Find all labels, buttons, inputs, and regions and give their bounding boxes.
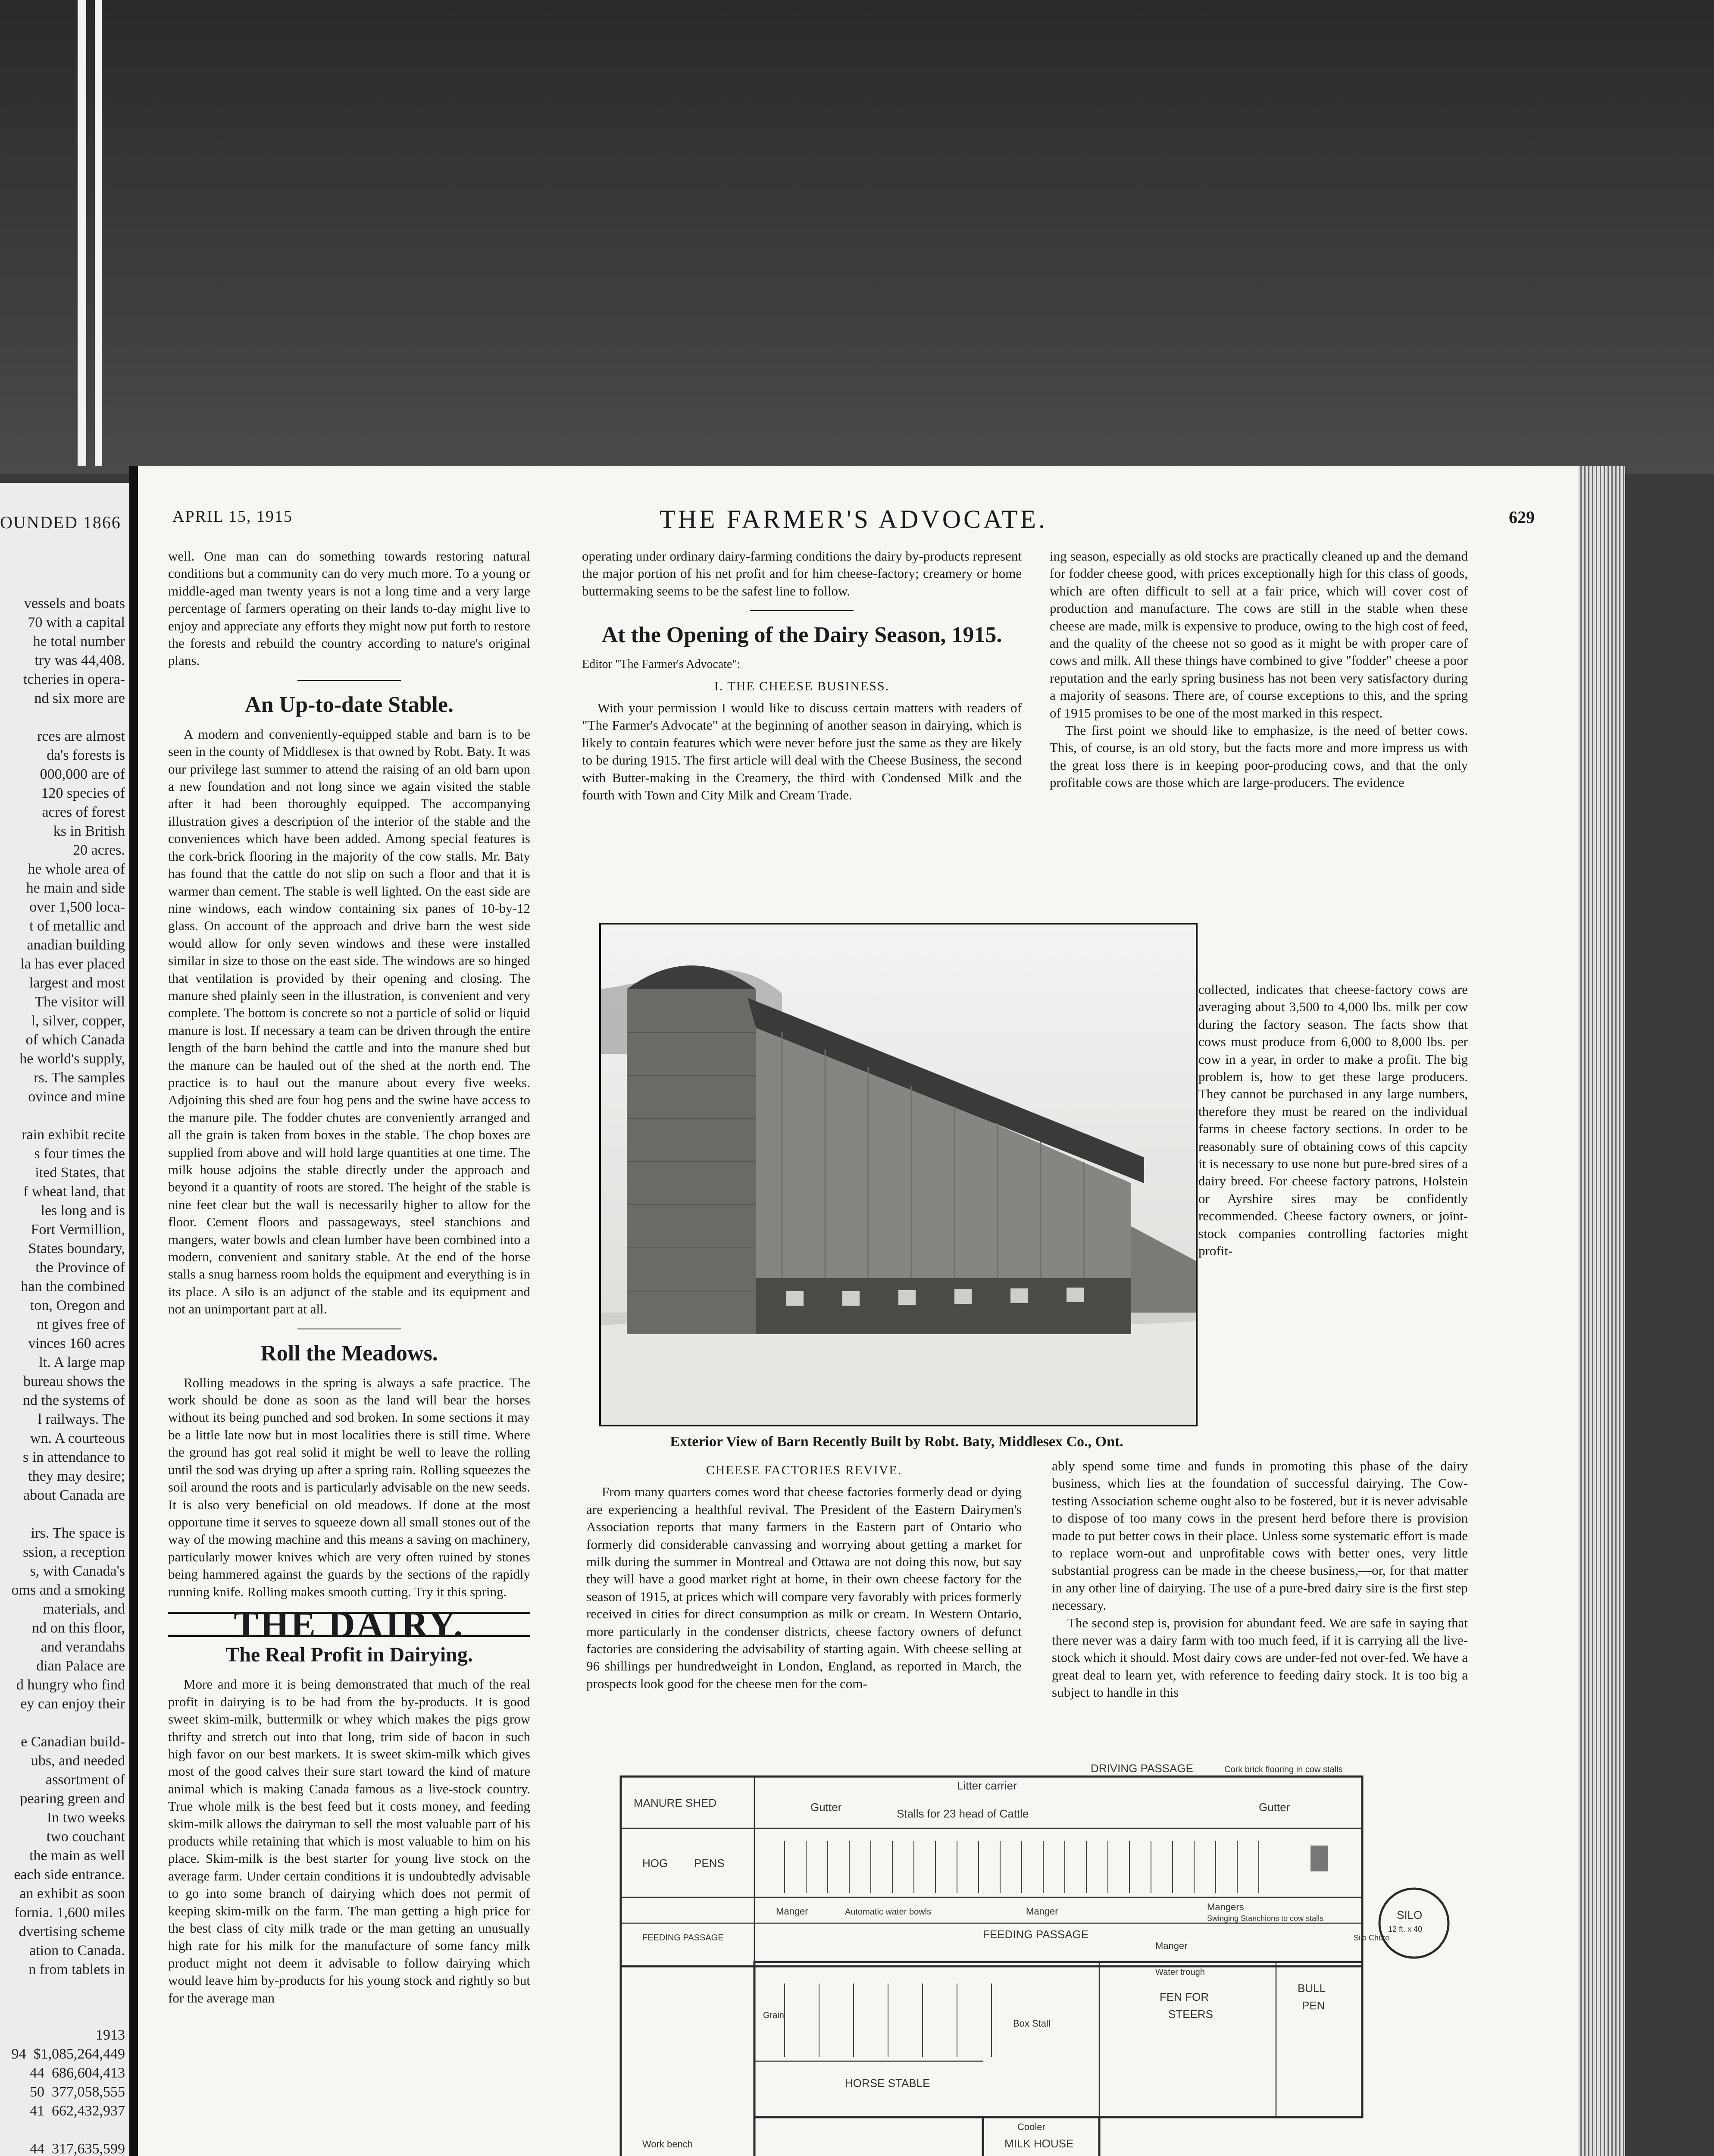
- column-3: [1050, 548, 1468, 792]
- text-line: nd on this floor,: [32, 1620, 125, 1636]
- plan-label-automatic-water: Automatic water bowls: [845, 1907, 932, 1917]
- plan-label-feeding-passage: FEEDING PASSAGE: [983, 1928, 1089, 1941]
- text-line: the Province of: [35, 1260, 125, 1275]
- plan-label-fen: FEN FOR: [1160, 1990, 1209, 2003]
- column-1: [168, 548, 530, 2007]
- text-line: ton, Oregon and: [30, 1297, 125, 1313]
- cheese-factories-text: From many quarters comes word that cheese factories formerly dead or dying are experiencing a healthful revival. The President of the Eastern Dairymen's Association reports that many farmers in the Eastern part of Ontario who formerly did considerable canvassing and worrying about getting a market for milk during the summer in Montreal and Ottawa are not doing this now, but say they will have a good market right at home, in their own cheese factory for the season of 1915, at prices which will compare very favorably with prices formerly received in cities for direct consumption as milk or cream. In Western Ontario, more particularly in the condenser districts, cheese factory owners of defunct factories are considering the advisability of starting again. With cheese selling at 96 shillings per hundredweight in London, England, as reported in March, the prospects look good for the cheese men for the com-: [586, 1484, 1022, 1691]
- plan-label-water-trough: Water trough: [1155, 1968, 1205, 1977]
- text-line: try was 44,408.: [34, 652, 125, 668]
- text-line: over 1,500 loca-: [29, 899, 125, 915]
- stable-floor-plan: [604, 1759, 1561, 2156]
- column-3-continued: [1198, 981, 1468, 1260]
- text-line: dvertising scheme: [19, 1924, 125, 1940]
- text-line: States boundary,: [28, 1241, 125, 1257]
- text-line: assortment of: [45, 1772, 125, 1788]
- text-line: s four times the: [34, 1146, 125, 1162]
- profit-article-text: More and more it is being demonstrated that much of the real profit in dairying is to be had from the by-products. It is good sweet skim-milk, buttermilk or whey which makes the pigs grow thrifty and stretch out into that long, trim side of bacon in such high favor on our best markets. It is sweet skim-milk which gives most of the good calves their sure start toward the kind of mature animal which is making Canada famous as a live-stock country. True whole milk is the best feed but it costs money, and feeding skim-milk allows the dairyman to sell the most valuable part of his products while retaining that which is most valuable to him on his place. Skim-milk is the best starter for young live stock on the average farm. Under certain conditions it is undoubtedly advisable to go into some branch of dairying which does not permit of keeping skim-milk on the farm. The man getting a high price for the best class of city milk trade or the man getting an unusually high rate for his milk for the manufacture of some fancy milk product might not deem it advisable to follow dairying which would leave him by-products for his young stock and rightly so but for the average man: [168, 1677, 530, 2006]
- barn-image: [601, 924, 1196, 1425]
- article-continuation: operating under ordinary dairy-farming conditions the dairy by-products represent the major portion of his net profit and for him cheese-factory; creamery or home buttermaking seems to be the safest line to follow.: [582, 548, 1022, 599]
- stable-article-text: A modern and conveniently-equipped stable and barn is to be seen in the county of Middlesex is that owned by Robt. Baty. It was our privilege last summer to attend the raising of an old barn upon a new foundation and not long since we again visited the stable after it had been thoroughly equipped. The accompanying illustration gives a description of the interior of the stable and the conveniences which have been added. Among special features is the cork-brick flooring in the majority of the cow stalls. Mr. Baty has found that the cattle do not slip on such a floor and that it is warmer than cement. The stable is well lighted. On the east side are nine windows, each window containing six panes of 10-by-12 glass. On account of the approach and drive barn the west side would allow for only seven windows and these were installed similar in size to those on the east side. The windows are so hinged that ventilation is provided by their opening and closing. The manure shed plainly seen in the illustration, is convenient and very complete. The bottom is concrete so not a particle of solid or liquid manure is lost. If necessary a team can be driven through the entire length of the barn behind the cattle and into the manure shed but the manure can be hauled out of the shed at the north end. The practice is to haul out the manure about every five weeks. Adjoining this shed are four hog pens and the swine have access to the manure pile. The fodder chutes are conveniently arranged and all the grain is taken from boxes in the stable. The chop boxes are supplied from above and will hold large quantities at one time. The milk house adjoins the stable directly under the approach and beyond it a quantity of roots are stored. The height of the stable is nine feet clear but the wall is necessarily higher to allow for the floor. Cement floors and passageways, steel stanchions and mangers, water bowls and clean lumber have been combined into a modern, convenient and sanitary stable. At the end of the horse stalls a snug harness room holds the equipment and everything is in its place. A silo is an adjunct of the stable and its equipment and not an unimportant part at all.: [168, 726, 530, 1317]
- text-line: vessels and boats: [24, 595, 125, 611]
- plan-label-bull-pen: PEN: [1302, 1999, 1325, 2012]
- text-line: each side entrance.: [14, 1867, 125, 1883]
- editor-line: Editor "The Farmer's Advocate":: [582, 658, 741, 671]
- text-line: n from tablets in: [28, 1962, 125, 1977]
- text-line: [0, 708, 125, 727]
- plan-label-steers: STEERS: [1168, 2008, 1214, 2021]
- plan-label-cork-brick: Cork brick flooring in cow stalls: [1224, 1765, 1343, 1774]
- text-line: 44 686,604,413: [30, 2065, 125, 2081]
- plan-label-pens: PENS: [694, 1857, 725, 1870]
- plan-label-bull: BULL: [1298, 1982, 1326, 1995]
- cheese-business-head: I. THE CHEESE BUSINESS.: [714, 679, 890, 693]
- text-line: [0, 1505, 125, 1524]
- text-line: 44 317,635,599: [30, 2141, 125, 2156]
- text-line: Fort Vermillion,: [31, 1222, 125, 1238]
- text-line: 70 with a capital: [28, 614, 125, 630]
- text-line: 50 377,058,555: [30, 2084, 125, 2100]
- text-line: s in attendance to: [23, 1449, 125, 1465]
- text-line: 20 acres.: [73, 842, 125, 858]
- text-line: lt. A large map: [39, 1354, 125, 1370]
- plan-label-hog: HOG: [642, 1857, 668, 1870]
- photo-caption: Exterior View of Barn Recently Built by Robt. Baty, Middlesex Co., Ont.: [670, 1434, 1123, 1450]
- page-number: 629: [1509, 508, 1535, 527]
- text-line: t of metallic and: [29, 918, 125, 934]
- plan-label-cooler: Cooler: [1017, 2122, 1045, 2132]
- text-line: pearing green and: [20, 1791, 125, 1807]
- previous-page-header: OUNDED 1866: [0, 513, 121, 532]
- plan-label-mangers: Mangers: [1207, 1902, 1244, 1912]
- plan-label-box-stall: Box Stall: [1013, 2018, 1051, 2029]
- text-line: s, with Canada's: [30, 1563, 125, 1579]
- profit-article-title: The Real Profit in Dairying.: [225, 1643, 473, 1667]
- plan-label-litter-carrier: Litter carrier: [957, 1779, 1017, 1792]
- text-line: 41 662,432,937: [30, 2103, 125, 2119]
- dairy-promotion-text: ably spend some time and funds in promoting this phase of the dairy business, which lies at the foundation of successful dairying. The Cow-testing Association scheme ought also to be fostered, but it is never advisable to dispose of too many cows in the present herd before there is provision made to put better cows in their place. Unless some systematic effort is made to replace worn-out and unprofitable cows with better ones, very little substantial progress can be made in the cheese business,—or, for that matter in any other line of dairying. The use of a pure-bred dairy sire is the first step necessary.: [1052, 1458, 1468, 1613]
- dairy-season-title: At the Opening of the Dairy Season, 1915.: [601, 623, 1002, 648]
- text-line: 000,000 are of: [40, 766, 125, 782]
- meadows-article-title: Roll the Meadows.: [260, 1341, 438, 1366]
- newspaper-page: [138, 466, 1578, 2156]
- text-line: rces are almost: [37, 728, 125, 744]
- text-line: nd six more are: [34, 690, 125, 706]
- previous-page-table: [0, 2026, 125, 2156]
- text-line: fornia. 1,600 miles: [14, 1905, 125, 1921]
- text-line: about Canada are: [23, 1487, 125, 1503]
- text-line: he whole area of: [28, 861, 125, 877]
- text-line: dian Palace are: [36, 1658, 125, 1674]
- plan-label-manger: Manger: [1155, 1940, 1188, 1951]
- text-line: largest and most: [29, 975, 125, 991]
- text-line: irs. The space is: [31, 1525, 125, 1541]
- text-line: han the combined: [21, 1279, 125, 1294]
- column-2: [582, 548, 1022, 804]
- text-line: oms and a smoking: [11, 1582, 125, 1598]
- text-line: la has ever placed: [20, 956, 125, 972]
- text-line: ubs, and needed: [31, 1753, 125, 1769]
- text-line: tcheries in opera-: [23, 671, 125, 687]
- barn-photograph: [599, 923, 1198, 1426]
- cheese-factories-head: CHEESE FACTORIES REVIVE.: [706, 1463, 902, 1477]
- plan-label-feeding-passage-left: FEEDING PASSAGE: [642, 1933, 724, 1943]
- scan-artifact-bar: [95, 0, 102, 466]
- previous-page-lines: [0, 594, 125, 1979]
- text-line: wn. A courteous: [30, 1430, 125, 1446]
- plan-label-manger: Manger: [1026, 1906, 1058, 1917]
- publication-title: THE FARMER'S ADVOCATE.: [659, 505, 1048, 533]
- previous-page-fragment: [0, 483, 129, 2156]
- previous-page-text: [0, 556, 125, 2156]
- plan-label-work-bench: Work bench: [642, 2139, 693, 2150]
- plan-label-grain: Grain: [763, 2011, 784, 2020]
- text-line: [0, 1106, 125, 1125]
- text-line: acres of forest: [42, 804, 125, 820]
- article-continuation: well. One man can do something towards restoring natural conditions but a community can do very much more. To a young or middle-aged man twenty years is not a long time and a very large percentage of farmers operating on their lands to-day might live to enjoy and appreciate any efforts they might now put forth to restore the forests and rebuild the country according to nature's original plans.: [168, 548, 530, 668]
- text-line: 1913: [96, 2027, 125, 2043]
- text-line: d hungry who find: [16, 1677, 125, 1693]
- page-edges: [1578, 466, 1625, 2156]
- plan-label-gutter: Gutter: [810, 1801, 842, 1814]
- plan-label-driving-passage: DRIVING PASSAGE: [1091, 1762, 1193, 1775]
- text-line: [0, 1714, 125, 1733]
- plan-label-manure-shed: MANURE SHED: [634, 1796, 717, 1809]
- text-line: e Canadian build-: [21, 1734, 125, 1750]
- text-line: anadian building: [27, 937, 125, 953]
- column-3-lower: [1052, 1457, 1468, 1702]
- text-line: materials, and: [43, 1601, 125, 1617]
- plan-label-silo-chute: Silo Chute: [1354, 1934, 1390, 1942]
- text-line: les long and is: [41, 1203, 125, 1219]
- page-header: [172, 505, 1535, 539]
- text-line: nd the systems of: [22, 1392, 125, 1408]
- text-line: bureau shows the: [23, 1373, 125, 1389]
- text-line: 94 $1,085,264,449: [11, 2046, 125, 2062]
- text-line: ovince and mine: [28, 1089, 125, 1105]
- text-line: ited States, that: [35, 1165, 125, 1181]
- dairy-season-text: With your permission I would like to discuss certain matters with readers of "The Farmer's Advocate" at the beginning of another season in dairying, which is likely to contain features which were never before just the same as they are likely to be during 1915. The first article will deal with the Cheese Business, the second with Butter-making in the Creamery, the third with Condensed Milk and the fourth with Town and City Milk and Cream Trade.: [582, 700, 1022, 803]
- plan-label-silo: SILO: [1397, 1908, 1423, 1921]
- scan-artifact-bar: [78, 0, 86, 466]
- text-line: In two weeks: [47, 1810, 125, 1826]
- plan-label-silo-dim: 12 ft. x 40: [1388, 1925, 1423, 1934]
- better-cows-text: The first point we should like to emphasize, is the need of better cows. This, of course, is an old story, but the facts more and more impress us with the great loss there is in keeping poor-producing cows, and that the only profitable cows are those which are large-producers. The evidence: [1050, 723, 1468, 790]
- text-line: ssion, a reception: [23, 1544, 125, 1560]
- meadows-article-text: Rolling meadows in the spring is always a safe practice. The work should be done as soon as the land will bear the horses without its being punched and sod broken. In some sections it may be a little late now but in most localities there is still time. Where the ground has got real solid it might be well to leave the rolling until the sod was drying up after a spring rain. Rolling squeezes the soil around the roots and is particularly advisable on the new seeds. It is also very beneficial on old meadows. If done at the most opportune time it serves to squeeze down all small stones out of the way of the mowing machine and this means a saving on machinery, particularly mower knives which are very often ruined by stones being hammered against the guards by the sections of the rapidly running knife. Rolling makes smooth cutting. Try it this spring.: [168, 1375, 530, 1599]
- text-line: 120 species of: [41, 785, 125, 801]
- issue-date: APRIL 15, 1915: [172, 508, 293, 526]
- plan-label-stalls: Stalls for 23 head of Cattle: [897, 1807, 1029, 1820]
- text-line: f wheat land, that: [23, 1184, 125, 1200]
- feed-provision-text: The second step is, provision for abundant feed. We are safe in saying that there never was a dairy farm with too much feed, if it is carrying all the live-stock which it should. Most dairy cows are under-fed not over-fed. We have a great deal to learn yet, with reference to feeding dairy stock. It is too big a subject to handle in this: [1052, 1615, 1468, 1700]
- text-line: [0, 2121, 125, 2140]
- text-line: the main as well: [29, 1848, 125, 1864]
- text-line: they may desire;: [28, 1468, 125, 1484]
- divider: [297, 680, 401, 681]
- text-line: vinces 160 acres: [28, 1335, 125, 1351]
- text-line: he main and side: [26, 880, 125, 896]
- text-line: rain exhibit recite: [22, 1127, 125, 1143]
- text-line: rs. The samples: [34, 1070, 125, 1086]
- plan-label-gutter: Gutter: [1259, 1801, 1290, 1814]
- dairy-section-banner: THE DAIRY.: [168, 1612, 530, 1637]
- scan-background: [0, 0, 1714, 474]
- column-2-lower: [586, 1457, 1022, 1692]
- book-gutter: [129, 466, 138, 2156]
- text-line: l railways. The: [38, 1411, 125, 1427]
- text-line: of which Canada: [25, 1032, 125, 1048]
- plan-label-stanchions: Swinging Stanchions to cow stalls: [1207, 1914, 1324, 1923]
- article-continuation: ing season, especially as old stocks are practically cleaned up and the demand for fodder cheese good, with prices exceptionally high for this class of goods, which are often difficult to sell at a fair price, which will cover cost of production and manufacture. The cows are still in the stable when these cheese are made, milk is expensive to produce, owing to the high cost of feed, and the quality of the cheese not so good as it might be with proper care of cows and milk. All these things have combined to give "fodder" cheese a poor reputation and the early spring business has not been very satisfactory during a majority of seasons. There are, of course exceptions to this, and the spring of 1915 promises to be one of the most marked in this respect.: [1050, 548, 1468, 721]
- plan-label-milk-house: MILK HOUSE: [1004, 2137, 1074, 2150]
- text-line: he total number: [33, 633, 125, 649]
- floor-plan-diagram: [604, 1759, 1561, 2156]
- text-line: ey can enjoy their: [20, 1696, 125, 1712]
- text-line: ks in British: [53, 823, 125, 839]
- text-line: da's forests is: [47, 747, 125, 763]
- cow-production-text: collected, indicates that cheese-factory cows are averaging about 3,500 to 4,000 lbs. milk per cow during the factory season. The facts show that cows must produce from 6,000 to 8,000 lbs. per cow in a year, in order to make a profit. The big problem is, how to get these large producers. They cannot be purchased in any large numbers, therefore they must be reared on the individual farms in cheese factory sections. In order to be reasonably sure of obtaining cows of this capcity it is necessary to use none but pure-bred sires of a dairy breed. For cheese factory patrons, Holstein or Ayrshire sires may be confidently recommended. Cheese factory owners, or joint-stock companies controlling factories might profit-: [1198, 982, 1468, 1259]
- text-line: and verandahs: [41, 1639, 125, 1655]
- plan-label-manger: Manger: [776, 1906, 808, 1917]
- text-line: he world's supply,: [19, 1051, 125, 1067]
- text-line: an exhibit as soon: [19, 1886, 125, 1902]
- stable-article-title: An Up-to-date Stable.: [245, 692, 454, 717]
- divider: [750, 610, 854, 611]
- text-line: ation to Canada.: [29, 1943, 125, 1959]
- text-line: l, silver, copper,: [31, 1013, 125, 1029]
- text-line: two couchant: [46, 1829, 125, 1845]
- text-line: The visitor will: [34, 994, 125, 1010]
- text-line: nt gives free of: [37, 1316, 125, 1332]
- plan-label-horse-stable: HORSE STABLE: [845, 2077, 930, 2090]
